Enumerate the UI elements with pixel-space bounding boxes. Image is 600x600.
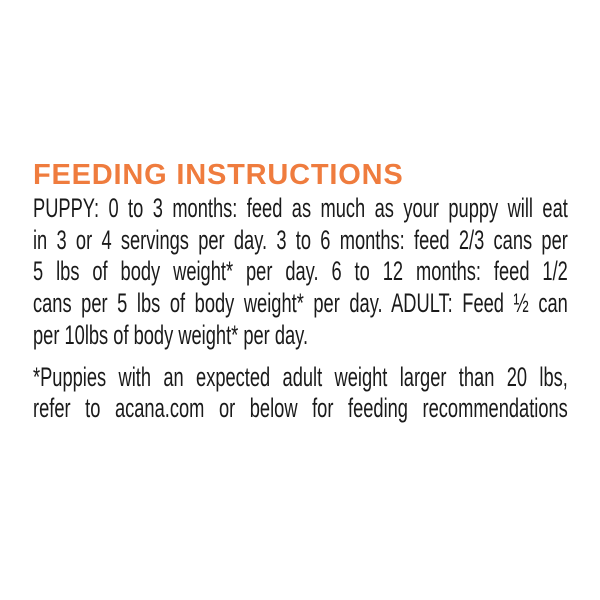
footnote-paragraph xyxy=(33,362,568,425)
instructions-line-5: per 10lbs of body weight* per day. xyxy=(33,319,309,350)
feeding-instructions-heading: FEEDING INSTRUCTIONS xyxy=(33,159,404,191)
footnote-line-2: refer to acana.com or below for feeding recommendations xyxy=(33,393,568,424)
feeding-section xyxy=(33,156,568,425)
instructions-line-4: cans per 5 lbs of body weight* per day. ADULT: Feed ½ can xyxy=(33,288,568,319)
instructions-line-3: 5 lbs of body weight* per day. 6 to 12 months: feed 1/2 xyxy=(33,256,568,287)
footnote-line-1: *Puppies with an expected adult weight larger than 20 lbs, xyxy=(33,361,568,392)
instructions-line-2: in 3 or 4 servings per day. 3 to 6 months: feed 2/3 cans per xyxy=(33,224,568,255)
instructions-line-1: PUPPY: 0 to 3 months: feed as much as your puppy will eat xyxy=(33,193,568,223)
feeding-instructions-paragraph xyxy=(33,193,568,352)
